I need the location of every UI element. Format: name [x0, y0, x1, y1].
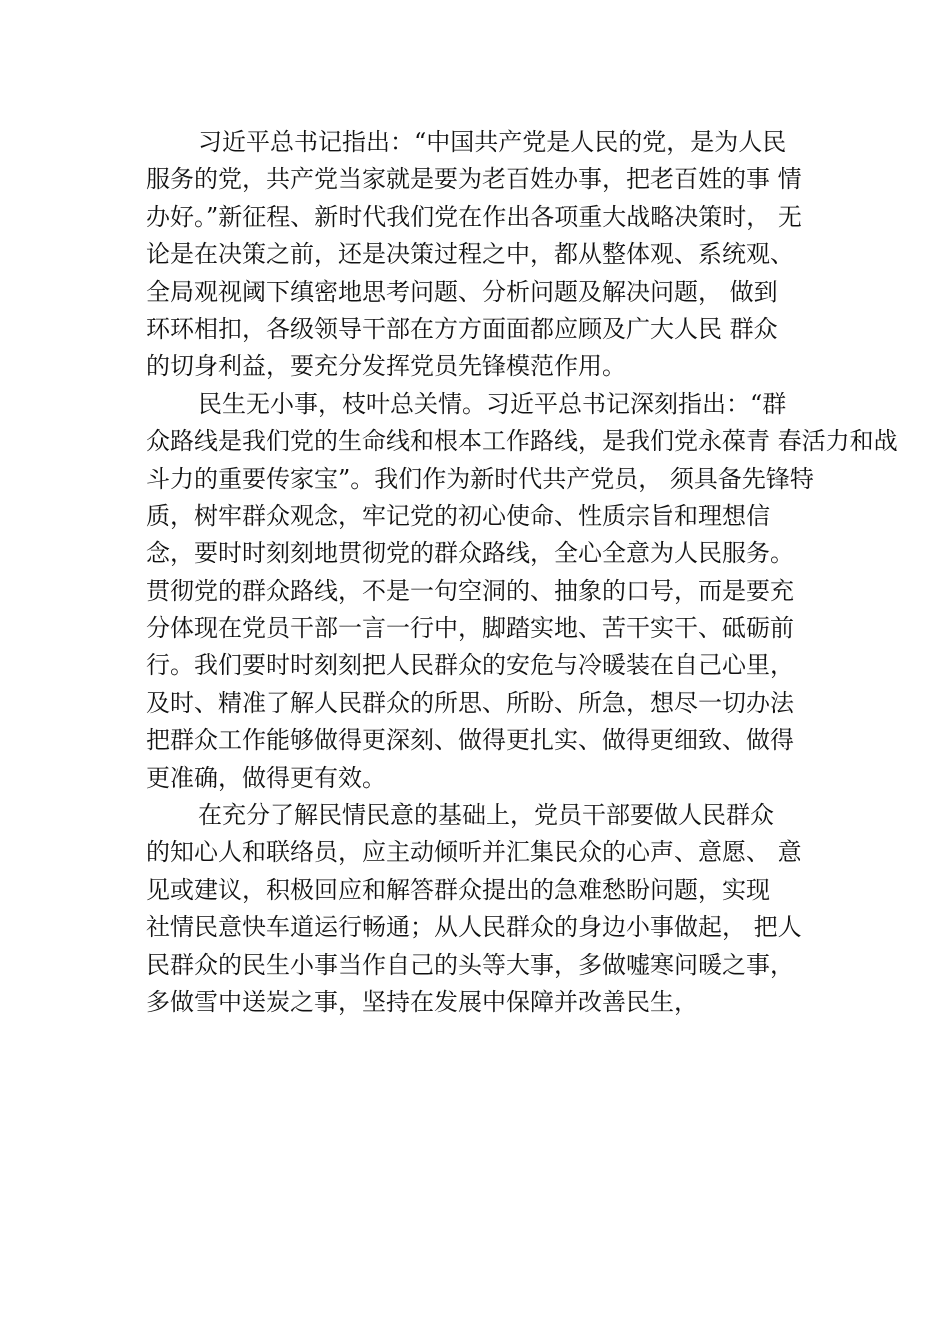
text-line: 的切身利益，要充分发挥党员先锋模范作用。 [146, 352, 626, 381]
text-line: 行。我们要时时刻刻把人民群众的安危与冷暖装在自己心里， [146, 651, 794, 680]
paragraph-1 [146, 124, 836, 386]
text-line: 众路线是我们党的生命线和根本工作路线，是我们党永葆青 春活力和战 [146, 427, 898, 456]
text-line: 多做雪中送炭之事，坚持在发展中保障并改善民生， [146, 987, 698, 1016]
text-line: 分体现在党员干部一言一行中，脚踏实地、苦干实干、砥砺前 [146, 614, 794, 643]
text-line: 见或建议，积极回应和解答群众提出的急难愁盼问题，实现 [146, 875, 770, 904]
text-line: 贯彻党的群众路线，不是一句空洞的、抽象的口号，而是要充 [146, 576, 794, 605]
text-line: 的知心人和联络员，应主动倾听并汇集民众的心声、意愿、 意 [146, 838, 802, 867]
text-line: 全局观视阈下缜密地思考问题、分析问题及解决问题， 做到 [146, 277, 778, 306]
text-line: 念，要时时刻刻地贯彻党的群众路线，全心全意为人民服务。 [146, 539, 794, 568]
text-line: 民群众的民生小事当作自己的头等大事，多做嘘寒问暖之事， [146, 950, 794, 979]
text-line: 把群众工作能够做得更深刻、做得更扎实、做得更细致、做得 [146, 726, 794, 755]
text-line: 民生无小事，枝叶总关情。习近平总书记深刻指出：“群 [198, 389, 787, 418]
text-line: 环环相扣，各级领导干部在方方面面都应顾及广大人民 群众 [146, 314, 778, 343]
text-line: 论是在决策之前，还是决策过程之中，都从整体观、系统观、 [146, 240, 794, 269]
text-line: 更准确，做得更有效。 [146, 763, 386, 792]
paragraph-3 [146, 797, 836, 1021]
text-line: 在充分了解民情民意的基础上，党员干部要做人民群众 [198, 801, 774, 830]
text-line: 质，树牢群众观念，牢记党的初心使命、性质宗旨和理想信 [146, 501, 770, 530]
text-line: 习近平总书记指出：“中国共产党是人民的党，是为人民 [198, 128, 787, 156]
body-text [146, 124, 898, 1021]
text-line: 服务的党，共产党当家就是要为老百姓办事，把老百姓的事 情 [146, 165, 802, 194]
text-line: 办好。”新征程、新时代我们党在作出各项重大战略决策时， 无 [146, 202, 802, 231]
text-line: 及时、精准了解人民群众的所思、所盼、所急，想尽一切办法 [146, 688, 794, 717]
text-line: 社情民意快车道运行畅通；从人民群众的身边小事做起， 把人 [146, 913, 802, 942]
text-line: 斗力的重要传家宝”。我们作为新时代共产党员， 须具备先锋特 [146, 464, 814, 493]
paragraph-2 [146, 386, 898, 797]
